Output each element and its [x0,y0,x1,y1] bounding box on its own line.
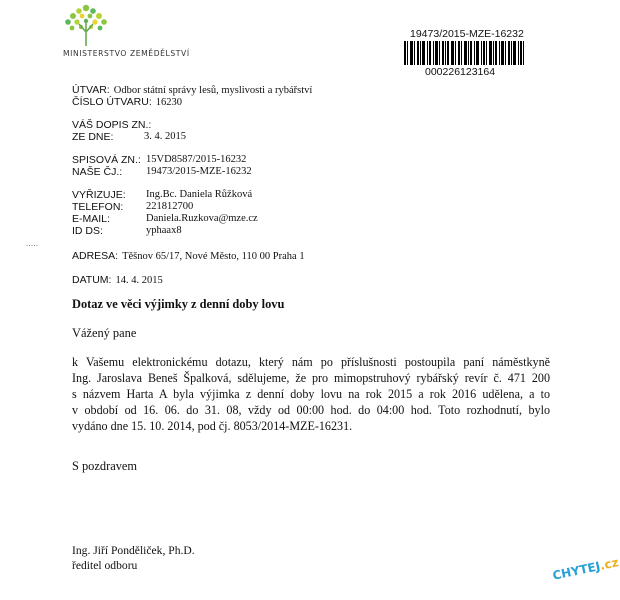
spisova-row [72,154,247,166]
adresa-row [72,250,305,263]
cislo-utvaru-value: 16230 [155,97,182,108]
utvar-label: ÚTVAR: [72,84,110,96]
watermark-tail: .cz [598,555,620,573]
utvar-value: Odbor státní správy lesů, myslivosti a rybářství [113,85,313,96]
telefon-value: 221812700 [146,201,194,212]
datum-label: DATUM: [72,274,112,286]
barcode-icon [404,41,524,65]
adresa-value: Těšnov 65/17, Nové Město, 110 00 Praha 1 [122,251,305,262]
ze-dne-label: ZE DNE: [72,131,114,143]
barcode-top-text: 19473/2015-MZE-16232 [410,28,524,40]
body-line: k Vašemu elektronickému dotazu, který nám po příslušnosti postoupila paní náměstkyně [72,355,550,369]
ze-dne-value: 3. 4. 2015 [144,131,186,142]
signer-name: Ing. Jiří Ponděliček, Ph.D. [72,544,195,557]
margin-dots: ..... [26,239,39,248]
nase-cj-label: NAŠE ČJ.: [72,166,123,178]
spisova-value: 15VD8587/2015-16232 [146,154,247,165]
vyrizuje-value: Ing.Bc. Daniela Růžková [146,189,253,200]
datum-value: 14. 4. 2015 [115,275,163,286]
adresa-label: ADRESA: [72,250,119,262]
ze-dne-row [72,131,186,143]
email-row [72,213,258,225]
vyrizuje-row [72,189,253,201]
letter-salutation: Vážený pane [72,326,137,340]
letter-closing: S pozdravem [72,459,138,473]
body-line: s názvem Harta A byla výjimka z denní doby lovu na rok 2015 a rok 2016 udělena, a to [72,387,550,401]
body-line: Ing. Jaroslava Beneš Špalková, sdělujeme, že pro mimopstruhový rybářský revír č. 471 200 [72,371,550,385]
cislo-utvaru-label: ČÍSLO ÚTVARU: [72,96,152,108]
vas-dopis-label: VÁŠ DOPIS ZN.: [72,119,152,131]
id-ds-value: yphaax8 [146,225,182,236]
nase-cj-value: 19473/2015-MZE-16232 [146,166,252,177]
tree-logo-icon [55,2,117,48]
vyrizuje-label: VYŘIZUJE: [72,189,126,201]
signer-role: ředitel odboru [72,559,138,572]
cislo-utvaru-row [72,96,182,109]
barcode-bottom-text: 000226123164 [425,66,496,78]
body-line: v období od 16. 06. do 31. 08, vždy od 00:00 hod. do 04:00 hod. Toto rozhodnutí, bylo [72,403,550,417]
watermark-main: CHYTEJ [551,559,602,583]
letter-body [72,354,550,434]
email-label: E-MAIL: [72,213,110,225]
spisova-label: SPISOVÁ ZN.: [72,154,141,166]
id-ds-row [72,225,182,237]
ministry-name: MINISTERSTVO ZEMĚDĚLSTVÍ [63,49,190,58]
id-ds-label: ID DS: [72,225,103,237]
datum-row [72,274,163,287]
chytej-watermark [551,555,619,583]
vas-dopis-row [72,119,151,131]
body-line: vydáno dne 15. 10. 2014, pod čj. 8053/2014-MZE-16231. [72,419,353,433]
telefon-row [72,201,194,213]
letter-subject: Dotaz ve věci výjimky z denní doby lovu [72,297,285,311]
telefon-label: TELEFON: [72,201,124,213]
nase-cj-row [72,166,252,178]
email-value: Daniela.Ruzkova@mze.cz [146,213,258,224]
